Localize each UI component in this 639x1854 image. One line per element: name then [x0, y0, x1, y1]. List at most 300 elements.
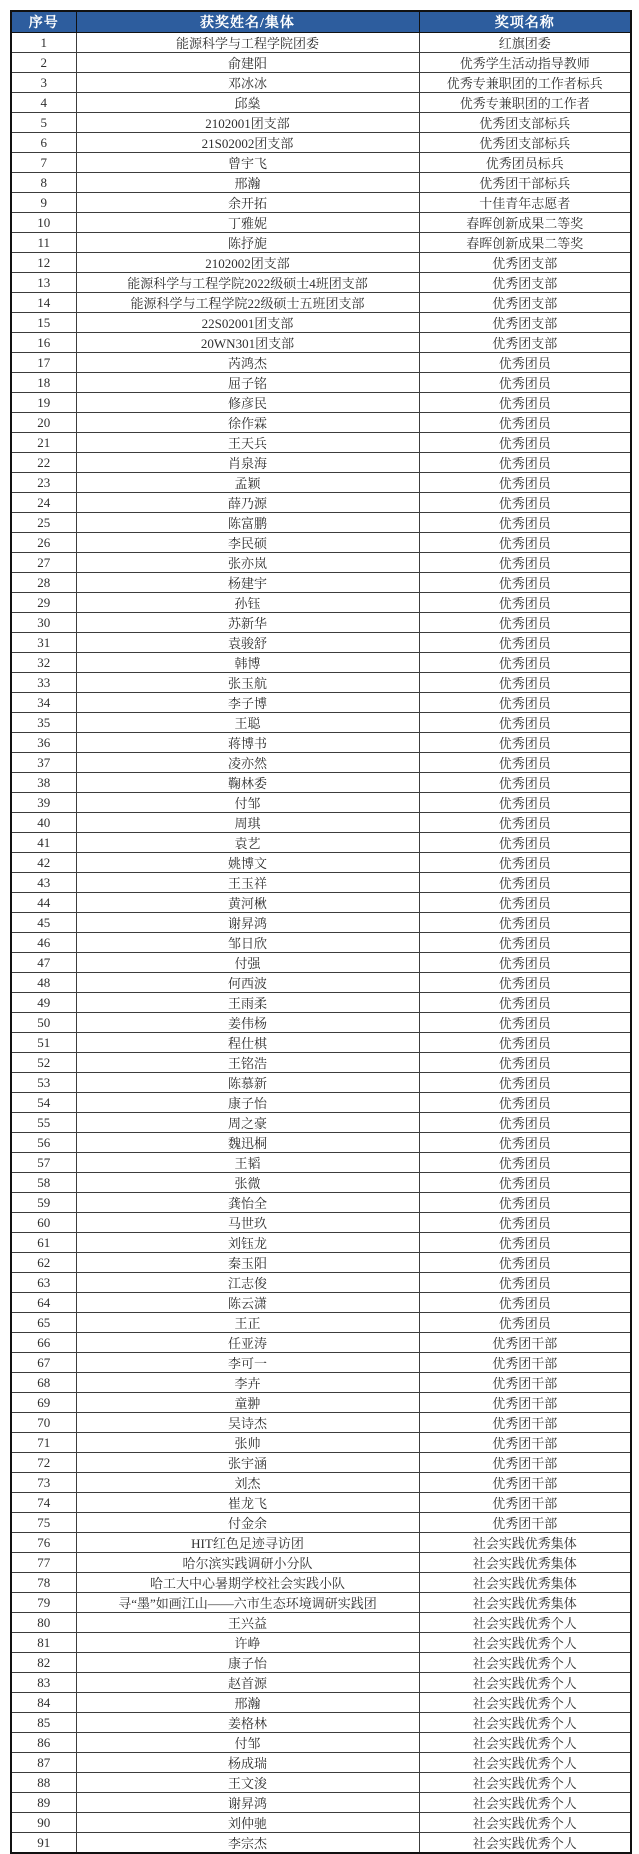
table-row	[11, 893, 631, 913]
award-name-cell: 优秀团员	[419, 1193, 631, 1213]
winner-name-cell: 付强	[76, 953, 419, 973]
row-index-cell: 6	[11, 133, 76, 153]
table-row	[11, 133, 631, 153]
row-index-cell: 78	[11, 1573, 76, 1593]
row-index-cell: 60	[11, 1213, 76, 1233]
table-row	[11, 1693, 631, 1713]
award-name-cell: 社会实践优秀集体	[419, 1553, 631, 1573]
row-index-cell: 41	[11, 833, 76, 853]
row-index-cell: 68	[11, 1373, 76, 1393]
row-index-cell: 3	[11, 73, 76, 93]
winner-name-cell: 王天兵	[76, 433, 419, 453]
row-index-cell: 45	[11, 913, 76, 933]
award-name-cell: 社会实践优秀个人	[419, 1673, 631, 1693]
table-row	[11, 853, 631, 873]
winner-name-cell: 苏新华	[76, 613, 419, 633]
table-row	[11, 113, 631, 133]
winner-name-cell: 孙钰	[76, 593, 419, 613]
winner-name-cell: 孟颖	[76, 473, 419, 493]
winner-name-cell: 哈尔滨实践调研小分队	[76, 1553, 419, 1573]
table-row	[11, 1233, 631, 1253]
award-name-cell: 优秀团员	[419, 833, 631, 853]
row-index-cell: 20	[11, 413, 76, 433]
award-name-cell: 优秀团员	[419, 453, 631, 473]
winner-name-cell: 陈云潇	[76, 1293, 419, 1313]
table-row	[11, 1373, 631, 1393]
table-row	[11, 1413, 631, 1433]
winner-name-cell: 王雨柔	[76, 993, 419, 1013]
table-row	[11, 333, 631, 353]
column-header-winner-name: 获奖姓名/集体	[76, 11, 419, 33]
award-name-cell: 优秀团支部	[419, 253, 631, 273]
table-row	[11, 1733, 631, 1753]
table-row	[11, 933, 631, 953]
row-index-cell: 18	[11, 373, 76, 393]
row-index-cell: 70	[11, 1413, 76, 1433]
award-name-cell: 社会实践优秀个人	[419, 1833, 631, 1854]
row-index-cell: 71	[11, 1433, 76, 1453]
row-index-cell: 25	[11, 513, 76, 533]
row-index-cell: 62	[11, 1253, 76, 1273]
row-index-cell: 74	[11, 1493, 76, 1513]
row-index-cell: 1	[11, 33, 76, 53]
award-name-cell: 红旗团委	[419, 33, 631, 53]
award-name-cell: 优秀团员	[419, 433, 631, 453]
award-name-cell: 优秀团员	[419, 693, 631, 713]
award-name-cell: 优秀团干部	[419, 1433, 631, 1453]
table-row	[11, 1133, 631, 1153]
table-row	[11, 553, 631, 573]
table-row	[11, 973, 631, 993]
winner-name-cell: 陈抒旎	[76, 233, 419, 253]
award-name-cell: 社会实践优秀集体	[419, 1533, 631, 1553]
table-row	[11, 313, 631, 333]
table-row	[11, 753, 631, 773]
winner-name-cell: 崔龙飞	[76, 1493, 419, 1513]
award-name-cell: 优秀团员	[419, 933, 631, 953]
award-name-cell: 优秀团员	[419, 1013, 631, 1033]
award-name-cell: 优秀团员	[419, 773, 631, 793]
table-row	[11, 413, 631, 433]
award-name-cell: 春晖创新成果二等奖	[419, 213, 631, 233]
award-name-cell: 优秀团员	[419, 1073, 631, 1093]
row-index-cell: 39	[11, 793, 76, 813]
row-index-cell: 40	[11, 813, 76, 833]
award-name-cell: 社会实践优秀集体	[419, 1593, 631, 1613]
table-row	[11, 1513, 631, 1533]
table-row	[11, 1033, 631, 1053]
row-index-cell: 59	[11, 1193, 76, 1213]
winner-name-cell: 邢瀚	[76, 1693, 419, 1713]
award-name-cell: 优秀团员	[419, 553, 631, 573]
row-index-cell: 35	[11, 713, 76, 733]
table-row	[11, 213, 631, 233]
winner-name-cell: 马世玖	[76, 1213, 419, 1233]
row-index-cell: 42	[11, 853, 76, 873]
table-row	[11, 1473, 631, 1493]
row-index-cell: 15	[11, 313, 76, 333]
column-header-index: 序号	[11, 11, 76, 33]
winner-name-cell: 李宗杰	[76, 1833, 419, 1854]
row-index-cell: 86	[11, 1733, 76, 1753]
winner-name-cell: 黄河楸	[76, 893, 419, 913]
header-row	[11, 11, 631, 33]
winner-name-cell: 周之豪	[76, 1113, 419, 1133]
winner-name-cell: 徐作霖	[76, 413, 419, 433]
award-name-cell: 优秀团干部标兵	[419, 173, 631, 193]
award-name-cell: 优秀团员	[419, 753, 631, 773]
award-name-cell: 优秀团员	[419, 493, 631, 513]
winner-name-cell: 张玉航	[76, 673, 419, 693]
award-name-cell: 优秀学生活动指导教师	[419, 53, 631, 73]
row-index-cell: 8	[11, 173, 76, 193]
winner-name-cell: 22S02001团支部	[76, 313, 419, 333]
table-row	[11, 1453, 631, 1473]
winner-name-cell: 李民硕	[76, 533, 419, 553]
table-row	[11, 1173, 631, 1193]
award-name-cell: 优秀团员标兵	[419, 153, 631, 173]
row-index-cell: 44	[11, 893, 76, 913]
winner-name-cell: 姜伟杨	[76, 1013, 419, 1033]
award-name-cell: 优秀团员	[419, 1313, 631, 1333]
table-row	[11, 993, 631, 1013]
table-row	[11, 1273, 631, 1293]
row-index-cell: 47	[11, 953, 76, 973]
table-row	[11, 713, 631, 733]
row-index-cell: 28	[11, 573, 76, 593]
award-name-cell: 十佳青年志愿者	[419, 193, 631, 213]
row-index-cell: 82	[11, 1653, 76, 1673]
award-name-cell: 优秀团员	[419, 633, 631, 653]
award-name-cell: 优秀团员	[419, 793, 631, 813]
award-name-cell: 优秀团支部	[419, 333, 631, 353]
row-index-cell: 90	[11, 1813, 76, 1833]
table-row	[11, 953, 631, 973]
winner-name-cell: 20WN301团支部	[76, 333, 419, 353]
winner-name-cell: 王铭浩	[76, 1053, 419, 1073]
table-row	[11, 833, 631, 853]
winner-name-cell: 何西波	[76, 973, 419, 993]
table-row	[11, 433, 631, 453]
winner-name-cell: 刘钰龙	[76, 1233, 419, 1253]
row-index-cell: 16	[11, 333, 76, 353]
row-index-cell: 48	[11, 973, 76, 993]
winner-name-cell: 魏迅桐	[76, 1133, 419, 1153]
row-index-cell: 33	[11, 673, 76, 693]
table-row	[11, 353, 631, 373]
winner-name-cell: 江志俊	[76, 1273, 419, 1293]
row-index-cell: 29	[11, 593, 76, 613]
row-index-cell: 14	[11, 293, 76, 313]
row-index-cell: 85	[11, 1713, 76, 1733]
row-index-cell: 43	[11, 873, 76, 893]
winner-name-cell: 李子博	[76, 693, 419, 713]
winner-name-cell: 刘杰	[76, 1473, 419, 1493]
winner-name-cell: 余开拓	[76, 193, 419, 213]
award-name-cell: 优秀团员	[419, 673, 631, 693]
table-row	[11, 273, 631, 293]
table-row	[11, 1793, 631, 1813]
winner-name-cell: 李可一	[76, 1353, 419, 1373]
table-row	[11, 473, 631, 493]
row-index-cell: 37	[11, 753, 76, 773]
row-index-cell: 61	[11, 1233, 76, 1253]
award-name-cell: 优秀团支部标兵	[419, 113, 631, 133]
award-name-cell: 优秀团员	[419, 393, 631, 413]
row-index-cell: 57	[11, 1153, 76, 1173]
award-name-cell: 优秀团员	[419, 1053, 631, 1073]
row-index-cell: 34	[11, 693, 76, 713]
winner-name-cell: 屈子铭	[76, 373, 419, 393]
award-name-cell: 优秀团干部	[419, 1493, 631, 1513]
table-row	[11, 1073, 631, 1093]
table-row	[11, 1833, 631, 1854]
row-index-cell: 73	[11, 1473, 76, 1493]
column-header-award-name: 奖项名称	[419, 11, 631, 33]
table-row	[11, 1253, 631, 1273]
table-row	[11, 1493, 631, 1513]
award-name-cell: 优秀团干部	[419, 1513, 631, 1533]
table-row	[11, 253, 631, 273]
winner-name-cell: 张微	[76, 1173, 419, 1193]
awards-table-body	[11, 33, 631, 1854]
row-index-cell: 10	[11, 213, 76, 233]
winner-name-cell: 谢昇鸿	[76, 1793, 419, 1813]
table-row	[11, 613, 631, 633]
awards-table	[10, 10, 632, 1854]
winner-name-cell: 袁骏舒	[76, 633, 419, 653]
award-name-cell: 优秀团员	[419, 613, 631, 633]
award-name-cell: 优秀团员	[419, 593, 631, 613]
table-row	[11, 813, 631, 833]
row-index-cell: 21	[11, 433, 76, 453]
award-name-cell: 优秀团员	[419, 813, 631, 833]
winner-name-cell: 周琪	[76, 813, 419, 833]
row-index-cell: 56	[11, 1133, 76, 1153]
winner-name-cell: 薛乃源	[76, 493, 419, 513]
table-row	[11, 1193, 631, 1213]
winner-name-cell: 吴诗杰	[76, 1413, 419, 1433]
winner-name-cell: 王正	[76, 1313, 419, 1333]
row-index-cell: 32	[11, 653, 76, 673]
winner-name-cell: HIT红色足迹寻访团	[76, 1533, 419, 1553]
table-row	[11, 1813, 631, 1833]
row-index-cell: 31	[11, 633, 76, 653]
row-index-cell: 12	[11, 253, 76, 273]
row-index-cell: 87	[11, 1753, 76, 1773]
award-name-cell: 优秀专兼职团的工作者	[419, 93, 631, 113]
winner-name-cell: 邓冰冰	[76, 73, 419, 93]
table-row	[11, 793, 631, 813]
row-index-cell: 38	[11, 773, 76, 793]
winner-name-cell: 王玉祥	[76, 873, 419, 893]
row-index-cell: 27	[11, 553, 76, 573]
winner-name-cell: 邢瀚	[76, 173, 419, 193]
award-name-cell: 优秀团员	[419, 993, 631, 1013]
winner-name-cell: 任亚涛	[76, 1333, 419, 1353]
row-index-cell: 80	[11, 1613, 76, 1633]
table-row	[11, 1293, 631, 1313]
table-row	[11, 1553, 631, 1573]
row-index-cell: 84	[11, 1693, 76, 1713]
winner-name-cell: 程仕棋	[76, 1033, 419, 1053]
table-row	[11, 33, 631, 53]
row-index-cell: 54	[11, 1093, 76, 1113]
winner-name-cell: 丁雅妮	[76, 213, 419, 233]
winner-name-cell: 付邹	[76, 1733, 419, 1753]
winner-name-cell: 陈慕新	[76, 1073, 419, 1093]
winner-name-cell: 童翀	[76, 1393, 419, 1413]
table-row	[11, 93, 631, 113]
row-index-cell: 11	[11, 233, 76, 253]
row-index-cell: 46	[11, 933, 76, 953]
table-row	[11, 693, 631, 713]
winner-name-cell: 陈富鹏	[76, 513, 419, 533]
row-index-cell: 19	[11, 393, 76, 413]
winner-name-cell: 2102001团支部	[76, 113, 419, 133]
award-name-cell: 优秀团员	[419, 373, 631, 393]
row-index-cell: 52	[11, 1053, 76, 1073]
winner-name-cell: 寻“墨”如画江山——六市生态环境调研实践团	[76, 1593, 419, 1613]
award-name-cell: 优秀团员	[419, 1093, 631, 1113]
award-name-cell: 社会实践优秀个人	[419, 1753, 631, 1773]
award-name-cell: 优秀团支部标兵	[419, 133, 631, 153]
award-name-cell: 优秀团员	[419, 913, 631, 933]
row-index-cell: 7	[11, 153, 76, 173]
winner-name-cell: 能源科学与工程学院22级硕士五班团支部	[76, 293, 419, 313]
table-row	[11, 1053, 631, 1073]
table-row	[11, 1313, 631, 1333]
winner-name-cell: 俞建阳	[76, 53, 419, 73]
award-name-cell: 优秀团员	[419, 1253, 631, 1273]
award-name-cell: 社会实践优秀个人	[419, 1613, 631, 1633]
row-index-cell: 65	[11, 1313, 76, 1333]
row-index-cell: 23	[11, 473, 76, 493]
award-name-cell: 优秀团员	[419, 873, 631, 893]
table-row	[11, 193, 631, 213]
table-row	[11, 73, 631, 93]
table-row	[11, 233, 631, 253]
row-index-cell: 67	[11, 1353, 76, 1373]
award-name-cell: 优秀团员	[419, 533, 631, 553]
table-row	[11, 1613, 631, 1633]
award-name-cell: 优秀团员	[419, 353, 631, 373]
table-row	[11, 1673, 631, 1693]
table-row	[11, 1433, 631, 1453]
award-name-cell: 社会实践优秀个人	[419, 1633, 631, 1653]
table-row	[11, 1633, 631, 1653]
winner-name-cell: 芮鸿杰	[76, 353, 419, 373]
winner-name-cell: 凌亦然	[76, 753, 419, 773]
table-row	[11, 1593, 631, 1613]
award-name-cell: 优秀团员	[419, 1153, 631, 1173]
winner-name-cell: 杨建宇	[76, 573, 419, 593]
table-row	[11, 1013, 631, 1033]
award-name-cell: 优秀团支部	[419, 313, 631, 333]
award-name-cell: 社会实践优秀个人	[419, 1693, 631, 1713]
award-name-cell: 社会实践优秀个人	[419, 1773, 631, 1793]
winner-name-cell: 王聪	[76, 713, 419, 733]
table-row	[11, 873, 631, 893]
table-row	[11, 1773, 631, 1793]
award-name-cell: 优秀团支部	[419, 293, 631, 313]
table-row	[11, 373, 631, 393]
row-index-cell: 49	[11, 993, 76, 1013]
winner-name-cell: 付金余	[76, 1513, 419, 1533]
award-name-cell: 社会实践优秀集体	[419, 1573, 631, 1593]
table-row	[11, 1333, 631, 1353]
award-name-cell: 社会实践优秀个人	[419, 1653, 631, 1673]
winner-name-cell: 21S02002团支部	[76, 133, 419, 153]
award-name-cell: 社会实践优秀个人	[419, 1713, 631, 1733]
winner-name-cell: 修彦民	[76, 393, 419, 413]
row-index-cell: 2	[11, 53, 76, 73]
table-row	[11, 573, 631, 593]
award-name-cell: 优秀团支部	[419, 273, 631, 293]
table-row	[11, 653, 631, 673]
award-name-cell: 优秀团干部	[419, 1393, 631, 1413]
winner-name-cell: 鞠林委	[76, 773, 419, 793]
winner-name-cell: 杨成瑞	[76, 1753, 419, 1773]
winner-name-cell: 李卉	[76, 1373, 419, 1393]
winner-name-cell: 能源科学与工程学院2022级硕士4班团支部	[76, 273, 419, 293]
award-name-cell: 优秀团员	[419, 853, 631, 873]
row-index-cell: 91	[11, 1833, 76, 1854]
winner-name-cell: 2102002团支部	[76, 253, 419, 273]
winner-name-cell: 付邹	[76, 793, 419, 813]
table-row	[11, 453, 631, 473]
award-name-cell: 优秀团员	[419, 1233, 631, 1253]
table-row	[11, 513, 631, 533]
table-row	[11, 673, 631, 693]
table-row	[11, 1573, 631, 1593]
row-index-cell: 50	[11, 1013, 76, 1033]
row-index-cell: 81	[11, 1633, 76, 1653]
award-name-cell: 优秀团员	[419, 573, 631, 593]
award-name-cell: 优秀团员	[419, 1213, 631, 1233]
row-index-cell: 55	[11, 1113, 76, 1133]
award-name-cell: 优秀团员	[419, 413, 631, 433]
award-name-cell: 优秀团干部	[419, 1453, 631, 1473]
table-row	[11, 1713, 631, 1733]
award-name-cell: 优秀团员	[419, 513, 631, 533]
table-row	[11, 733, 631, 753]
award-name-cell: 优秀团干部	[419, 1333, 631, 1353]
table-row	[11, 1093, 631, 1113]
winner-name-cell: 张帅	[76, 1433, 419, 1453]
row-index-cell: 51	[11, 1033, 76, 1053]
winner-name-cell: 哈工大中心暑期学校社会实践小队	[76, 1573, 419, 1593]
row-index-cell: 75	[11, 1513, 76, 1533]
table-row	[11, 913, 631, 933]
table-row	[11, 533, 631, 553]
row-index-cell: 4	[11, 93, 76, 113]
row-index-cell: 77	[11, 1553, 76, 1573]
row-index-cell: 9	[11, 193, 76, 213]
table-row	[11, 173, 631, 193]
row-index-cell: 69	[11, 1393, 76, 1413]
winner-name-cell: 康子怡	[76, 1093, 419, 1113]
award-name-cell: 优秀团员	[419, 893, 631, 913]
table-row	[11, 1153, 631, 1173]
award-name-cell: 社会实践优秀个人	[419, 1733, 631, 1753]
winner-name-cell: 肖泉海	[76, 453, 419, 473]
award-name-cell: 优秀团员	[419, 1273, 631, 1293]
table-row	[11, 1113, 631, 1133]
award-name-cell: 优秀团干部	[419, 1373, 631, 1393]
row-index-cell: 13	[11, 273, 76, 293]
row-index-cell: 64	[11, 1293, 76, 1313]
